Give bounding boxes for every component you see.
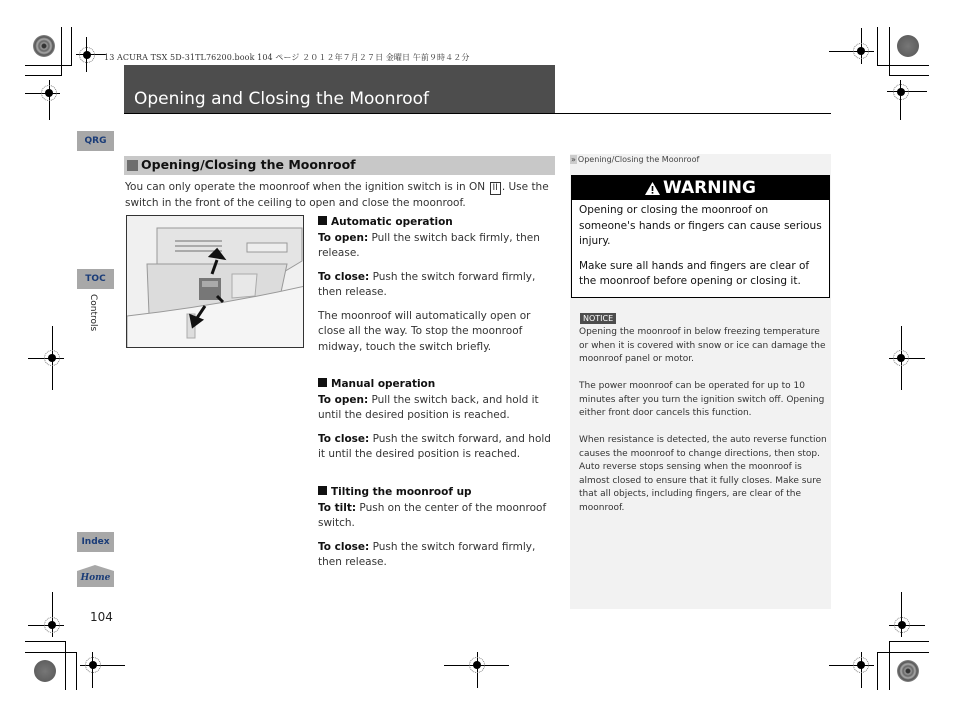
registration-mark-icon — [44, 617, 60, 633]
manual-close: To close: Push the switch forward, and hold it until the desired position is reached. — [318, 432, 551, 460]
toc-label: TOC — [85, 274, 106, 284]
registration-disc-icon — [897, 35, 919, 57]
section-square-icon — [127, 160, 138, 171]
tilt-instruction: To tilt: Push on the center of the moonroof switch. — [318, 501, 547, 529]
moonroof-switch-illustration — [126, 215, 304, 348]
automatic-heading: Automatic operation — [318, 215, 558, 231]
index-tab[interactable] — [77, 532, 114, 552]
qrg-label: QRG — [84, 136, 107, 146]
manual-heading: Manual operation — [318, 377, 558, 393]
registration-disc-icon — [897, 660, 919, 682]
registration-mark-icon — [85, 657, 101, 673]
registration-mark-icon — [894, 617, 910, 633]
print-header: 13 ACURA TSX 5D-31TL76200.book 104 ページ ２０１２年７月２７日 金曜日 午前９時４２分 — [104, 53, 470, 62]
automatic-open: To open: Pull the switch back firmly, then release. — [318, 231, 540, 259]
page-title-bar — [124, 65, 555, 114]
manual-open: To open: Pull the switch back, and hold it until the desired position is reached. — [318, 393, 539, 421]
qrg-tab[interactable] — [77, 131, 114, 151]
registration-mark-icon — [41, 85, 57, 101]
ignition-position-badge: II — [490, 182, 501, 195]
tilt-operation — [318, 485, 558, 579]
home-label: Home — [80, 573, 111, 583]
registration-mark-icon — [44, 350, 60, 366]
page-title: Opening and Closing the Moonroof — [134, 89, 429, 109]
warning-text-1: Opening or closing the moonroof on someone's hands or fingers can cause serious injury. — [579, 204, 822, 247]
registration-disc-icon — [34, 660, 56, 682]
section-title: Opening/Closing the Moonroof — [141, 157, 356, 172]
toc-tab[interactable] — [77, 269, 114, 289]
automatic-operation — [318, 215, 558, 363]
index-label: Index — [81, 537, 110, 547]
page-number: 104 — [90, 610, 113, 624]
manual-operation — [318, 377, 558, 471]
double-chevron-icon: » — [571, 155, 576, 164]
tilt-heading: Tilting the moonroof up — [318, 485, 558, 501]
warning-header — [572, 176, 829, 200]
automatic-note: The moonroof will automatically open or close all the way. To stop the moonroof midway, touch the switch briefly. — [318, 309, 531, 353]
notice-badge: NOTICE — [580, 313, 616, 324]
power-moonroof-note: The power moonroof can be operated for up to 10 minutes after you turn the ignition switch off. Opening either front door cancels this function. — [579, 381, 825, 418]
home-button[interactable] — [77, 565, 114, 587]
title-divider — [124, 113, 831, 114]
registration-mark-icon — [79, 47, 95, 63]
registration-mark-icon — [469, 657, 485, 673]
registration-mark-icon — [893, 84, 909, 100]
section-heading — [124, 156, 555, 175]
sidebar-crumb: » Opening/Closing the Moonroof — [571, 155, 700, 164]
intro-paragraph: You can only operate the moonroof when the ignition switch is in ON II . Use the switch in the front of the ceiling to open and close the moonroof. — [125, 181, 549, 209]
registration-disc-icon — [33, 35, 55, 57]
notice-text: Opening the moonroof in below freezing temperature or when it is covered with snow or ice can damage the moonroof panel or motor. — [579, 327, 826, 364]
chapter-label: Controls — [88, 294, 98, 332]
warning-triangle-icon — [645, 182, 660, 195]
registration-mark-icon — [853, 43, 869, 59]
warning-text-2: Make sure all hands and fingers are clear of the moonroof before opening or closing it. — [579, 259, 810, 287]
warning-box — [571, 175, 830, 298]
registration-mark-icon — [853, 657, 869, 673]
auto-reverse-note: When resistance is detected, the auto reverse function causes the moonroof to change directions, then stop. Auto reverse stops sensing when the moonroof is almost closed to ensure that it fully closes. Make sure that all objects, including fingers, are clear of the moonroof. — [579, 435, 827, 513]
automatic-close: To close: Push the switch forward firmly, then release. — [318, 270, 536, 298]
registration-mark-icon — [893, 350, 909, 366]
tilt-close: To close: Push the switch forward firmly, then release. — [318, 540, 536, 568]
warning-title: WARNING — [663, 178, 756, 198]
